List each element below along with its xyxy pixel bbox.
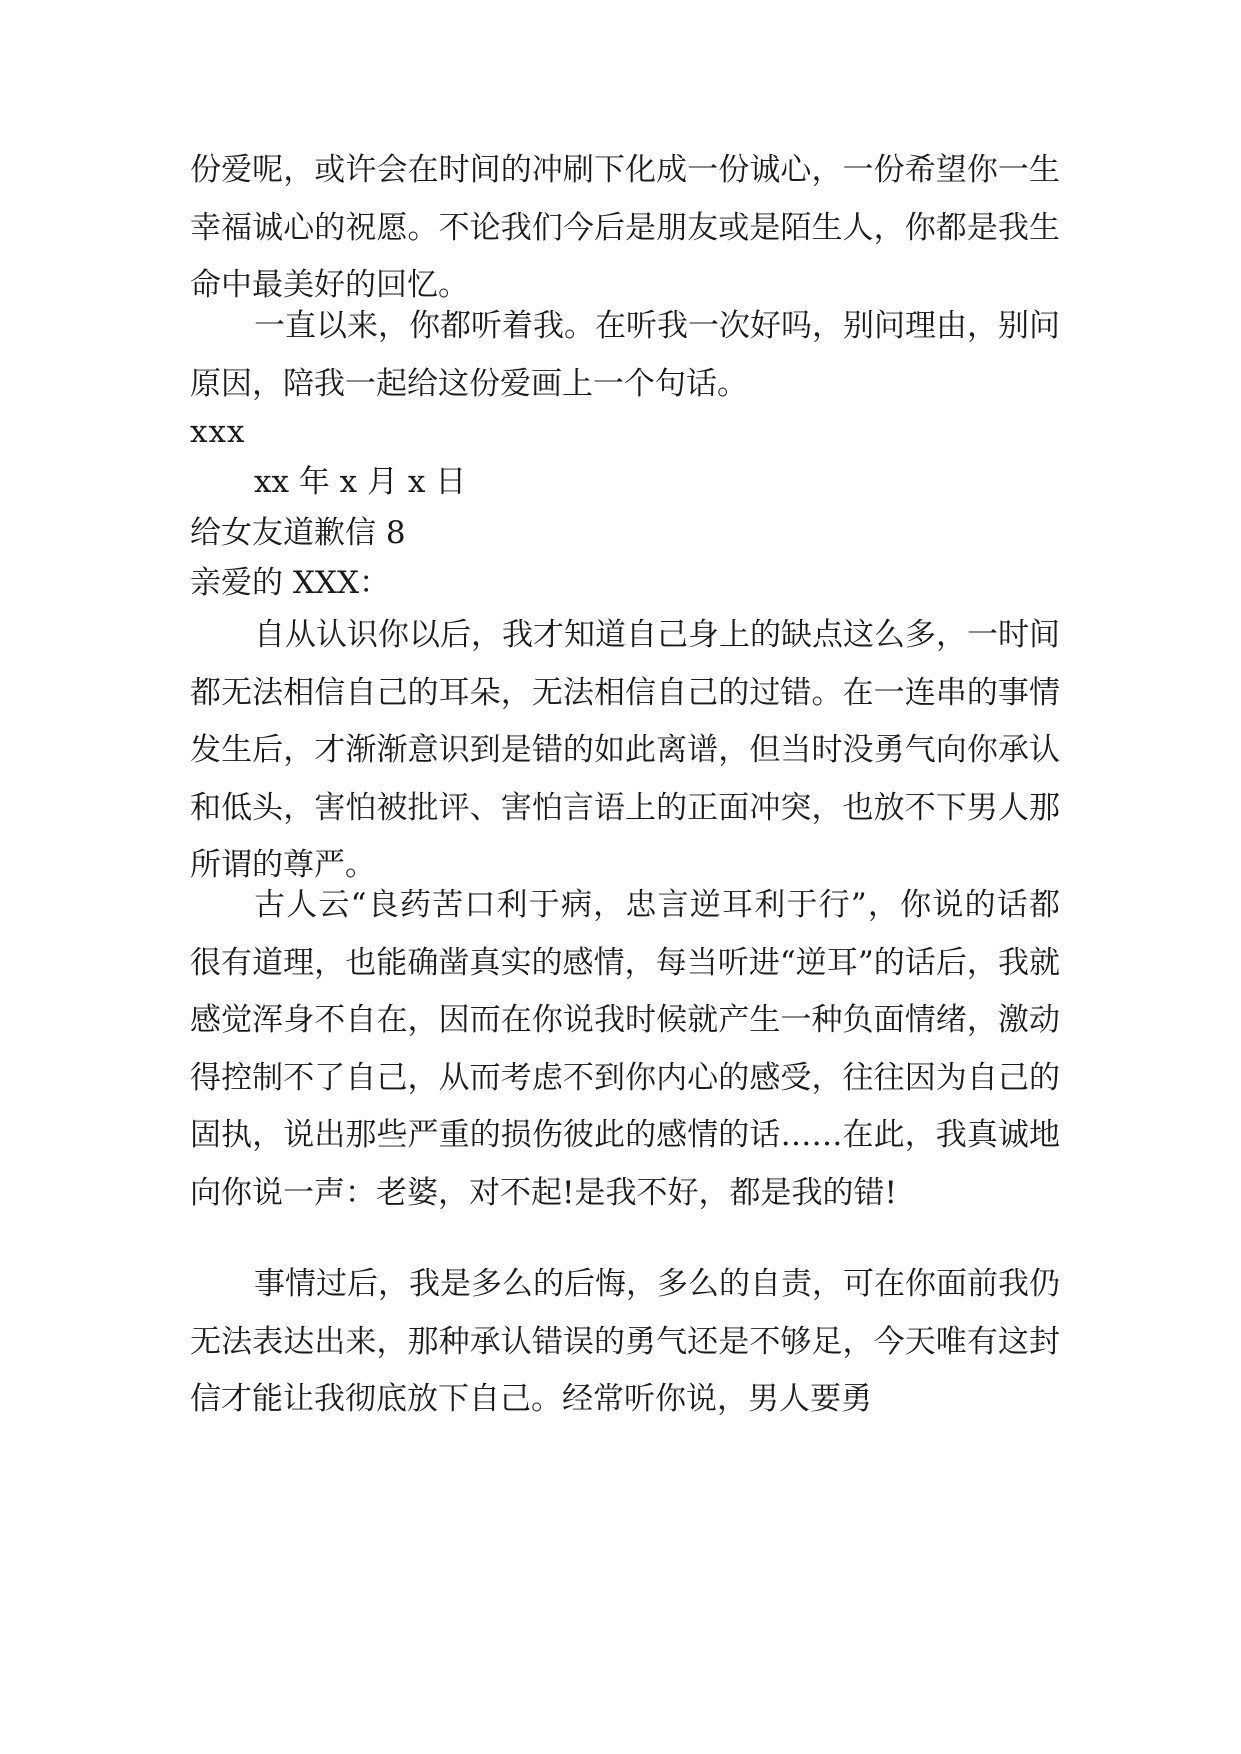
paragraph-body-1: 自从认识你以后，我才知道自己身上的缺点这么多，一时间都无法相信自己的耳朵，无法相信自己的过错。在一连串的事情发生后，才渐渐意识到是错的如此离谱，但当时没勇气向你承认和低头，害怕被批评、害怕言语上的正面冲突，也放不下男人那所谓的尊严。 <box>190 617 1060 884</box>
paragraph-closing: 一直以来，你都听着我。在听我一次好吗，别问理由，别问原因，陪我一起给这份爱画上一个句话。 <box>190 308 1060 402</box>
signature: xxx <box>190 414 246 450</box>
paragraph-body-3: 事情过后，我是多么的后悔，多么的自责，可在你面前我仍无法表达出来，那种承认错误的勇气还是不够足，今天唯有这封信才能让我彻底放下自己。经常听你说，男人要勇 <box>190 1266 1060 1418</box>
letter-title: 给女友道歉信 8 <box>190 515 406 551</box>
letter-date: xx 年 x 月 x 日 <box>254 464 467 500</box>
salutation: 亲爱的 XXX： <box>190 565 391 601</box>
paragraph-continuation: 份爱呢，或许会在时间的冲刷下化成一份诚心，一份希望你一生幸福诚心的祝愿。不论我们今后是朋友或是陌生人，你都是我生命中最美好的回忆。 <box>190 152 1060 304</box>
paragraph-body-2: 古人云“良药苦口利于病，忠言逆耳利于行”，你说的话都很有道理，也能确凿真实的感情，每当听进“逆耳”的话后，我就感觉浑身不自在，因而在你说我时候就产生一种负面情绪，激动得控制不了自己，从而考虑不到你内心的感受，往往因为自己的固执，说出那些严重的损伤彼此的感情的话……在此，我真诚地向你说一声：老婆，对不起!是我不好，都是我的错! <box>190 887 1060 1211</box>
